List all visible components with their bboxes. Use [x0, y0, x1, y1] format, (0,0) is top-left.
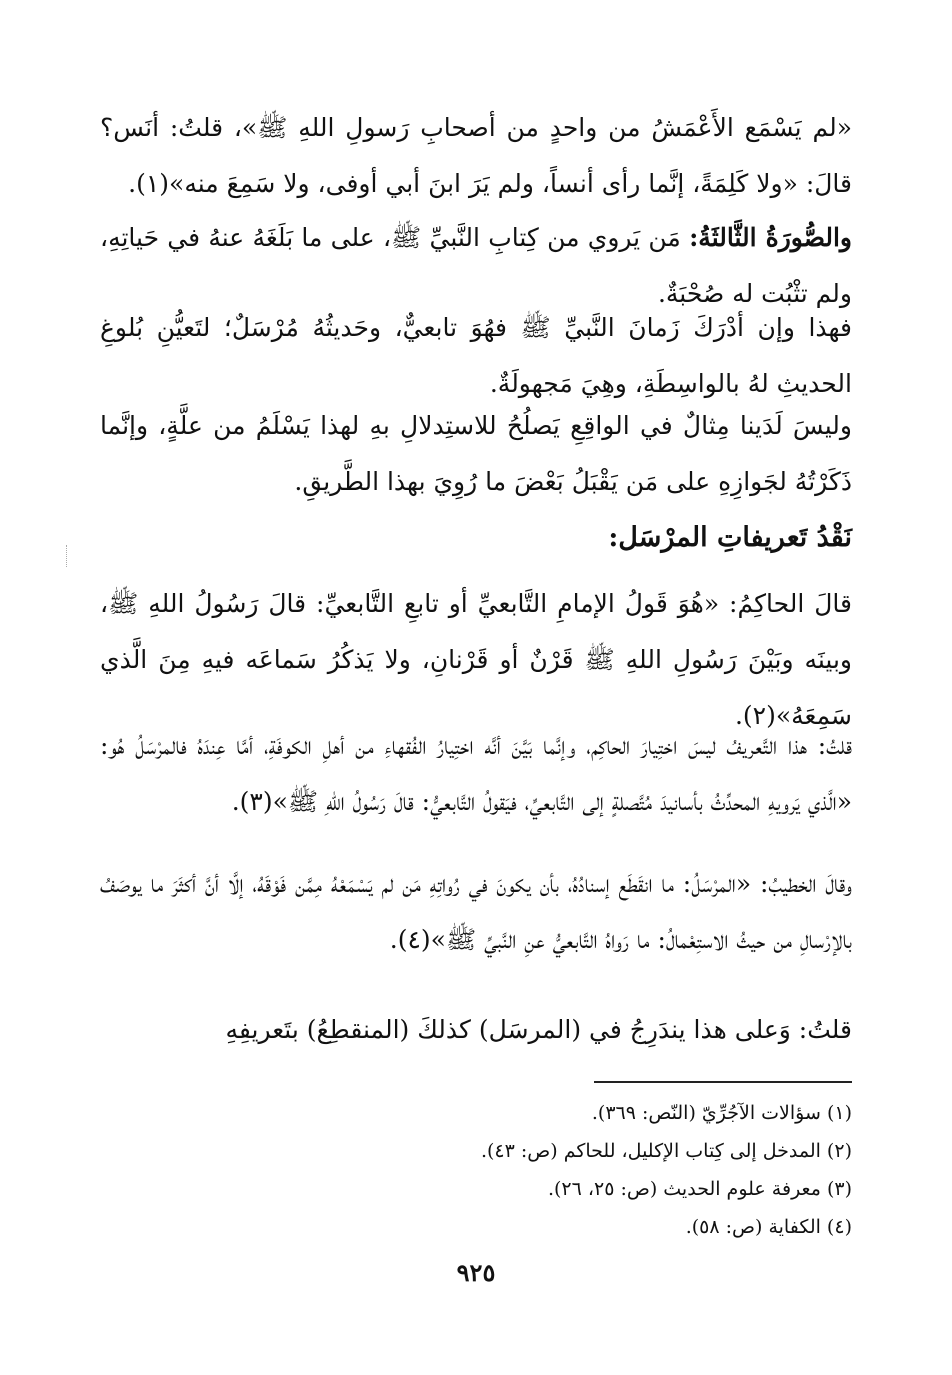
paragraph-2-text: مَن يَروي من كِتابِ النَّبيِّ ﷺ، على ما بَلَغَهُ عنهُ في حَياتِهِ، ولم تثْبُت له صُحْبَةٌ. [100, 223, 852, 308]
paragraph-3-text: فهذا وإن أدْرَكَ زَمانَ النَّبيِّ ﷺ فهُوَ تابعيٌّ، وحَديثُهُ مُرْسَلٌ؛ لتَعيُّنِ بُلوغِ الحديثِ لهُ بالواسِطَةِ، وهِيَ مَجهولَةٌ. [100, 313, 852, 398]
footnote-separator [594, 1081, 852, 1083]
paragraph-7-text: وقالَ الخطيبُ: «المرْسَلُ: ما انقَطَع إسنادُهُ، بأن يكونَ في رُواتِهِ مَن لم يَسْمَعْهُ مِمَّن فَوْقَهُ، إلَّا أنَّ أكثَرَ ما يوصَفُ بالإرْسالِ من حيثُ الاستِعْمالُ: ما رَواهُ التَّابعيُّ عنِ النَّبيِّ ﷺ»(٤). [100, 869, 852, 954]
paragraph-3 [100, 300, 852, 412]
margin-mark [66, 545, 68, 567]
paragraph-7 [100, 856, 852, 968]
paragraph-1-text: «لم يَسْمَع الأَعْمَشُ من واحدٍ من أصحابِ رَسولِ اللهِ ﷺ»، قلتُ: أنَس؟ قالَ: «ولا كَلِمَةً، إنَّما رأى أنساً، ولم يَرَ ابنَ أبي أوفى، ولا سَمِعَ منه»(١). [100, 113, 852, 198]
paragraph-4 [100, 398, 852, 510]
paragraph-8-text: قلتُ: وَعلى هذا يندَرِجُ في (المرسَل) كذلكَ (المنقطِعُ) بتَعريفِهِ [225, 1015, 852, 1044]
page-number: ٩٢٥ [456, 1258, 496, 1287]
footnote-4: (٤) الكفاية (ص: ٥٨). [685, 1216, 852, 1238]
paragraph-4-text: وليسَ لَدَينا مِثالٌ في الواقِعِ يَصلُحُ للاستِدلالِ بهِ لهذا يَسْلَمُ من علَّةٍ، وإنَّما ذَكَرْتُهُ لجَوازِهِ على مَن يَقْبَلُ بَعْضَ ما رُوِيَ بهذا الطَّريقِ. [100, 411, 852, 496]
paragraph-6 [100, 718, 852, 830]
paragraph-8 [100, 1002, 852, 1058]
paragraph-1 [100, 100, 852, 212]
paragraph-2-lead: والصُّورَةُ الثَّالثَةُ: [689, 223, 853, 252]
footnote-3: (٣) معرفة علوم الحديث (ص: ٢٥، ٢٦). [547, 1178, 852, 1200]
paragraph-5-text: قالَ الحاكِمُ: «هُوَ قَولُ الإمامِ التَّابعيِّ أو تابعِ التَّابعيِّ: قالَ رَسُولُ اللهِ ﷺ، وبينَه وبَيْنَ رَسُولِ اللهِ ﷺ قَرْنٌ أو قَرْنانِ، ولا يَذكُرُ سَماعَه فيهِ مِنَ الَّذي سَمِعَهُ»(٢). [100, 589, 852, 730]
footnote-2: (٢) المدخل إلى كِتاب الإكليل، للحاكم (ص: ٤٣). [480, 1140, 852, 1162]
paragraph-6-text: قلتُ: هذا التَّعريفُ ليسَ اختِيارَ الحاكِم، وإنَّما بَيَّنَ أنَّه اختِيارُ الفُقهاءِ من أهلِ الكوفَةِ، أمَّا عِندَهُ فالمرْسَلُ هُو: «الَّذي يَرويهِ المحدِّثُ بأسانيدَ مُتَّصلةٍ إلى التَّابعيِّ، فيَقولُ التَّابعيُّ: قالَ رَسُولُ اللهِ ﷺ»(٣). [100, 731, 852, 816]
footnote-1: (١) سؤالات الآجُرِّيّ (النّص: ٣٦٩). [591, 1102, 852, 1124]
section-heading: نَقْدُ تَعريفاتِ المرْسَل: [608, 522, 852, 553]
footnotes [100, 1094, 852, 1246]
